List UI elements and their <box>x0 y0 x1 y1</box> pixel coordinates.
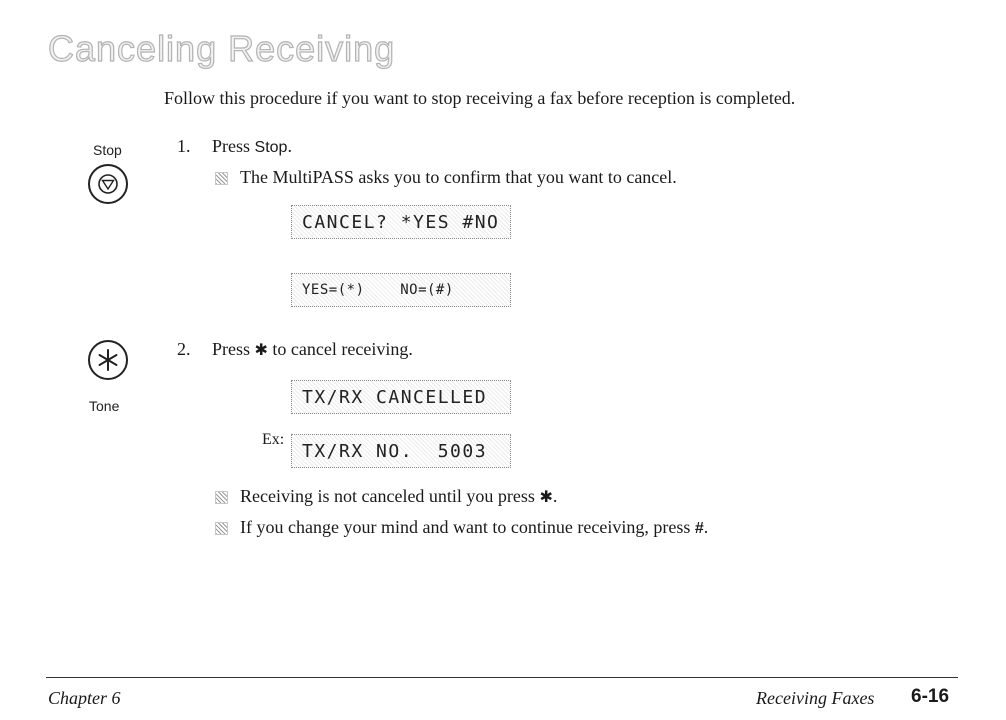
step-1-number: 1. <box>177 136 191 156</box>
tone-key-label: Tone <box>89 398 120 414</box>
tone-key-icon <box>88 340 128 380</box>
intro-text: Follow this procedure if you want to stop receiving a fax before reception is completed. <box>164 88 796 108</box>
note-bullet-icon <box>215 172 228 185</box>
step-1-text <box>212 136 292 157</box>
stop-key-icon <box>88 164 128 204</box>
note-bullet-icon <box>215 522 228 535</box>
footer-section: Receiving Faxes <box>756 688 875 708</box>
stop-key-label: Stop <box>93 142 122 158</box>
stop-symbol-icon <box>90 166 126 202</box>
note-bullet-icon <box>215 491 228 504</box>
step-2-text <box>212 339 413 360</box>
note-1-suffix: . <box>552 486 558 506</box>
lcd-display-cancelled: TX/RX CANCELLED <box>291 380 511 414</box>
note-2-suffix: . <box>703 517 709 537</box>
page-number: 6-16 <box>911 686 950 707</box>
footer-divider <box>46 677 958 678</box>
asterisk-icon <box>90 342 126 378</box>
lcd-display-cancel: CANCEL? *YES #NO <box>291 205 511 239</box>
step-2-prefix: Press <box>212 339 255 359</box>
step-2-number: 2. <box>177 339 191 359</box>
hash-key-ref: # <box>694 520 704 537</box>
note-2-prefix: If you change your mind and want to continue receiving, press <box>240 517 695 537</box>
asterisk-key-ref: ✱ <box>254 342 268 359</box>
step-1-note: The MultiPASS asks you to confirm that you want to cancel. <box>240 167 677 187</box>
lcd-display-example: TX/RX NO. 5003 <box>291 434 511 468</box>
step-2-note-1 <box>240 486 557 507</box>
lcd-display-yes-no: YES=(*) NO=(#) <box>291 273 511 307</box>
step-2-suffix: to cancel receiving. <box>267 339 413 359</box>
page-title: Canceling Receiving <box>48 28 396 69</box>
example-label: Ex: <box>262 431 285 448</box>
footer-chapter: Chapter 6 <box>48 688 121 708</box>
note-1-prefix: Receiving is not canceled until you press <box>240 486 540 506</box>
step-2-note-2 <box>240 517 708 538</box>
stop-key-ref: Stop <box>254 139 288 156</box>
asterisk-key-ref: ✱ <box>539 489 553 506</box>
step-1-prefix: Press <box>212 136 255 156</box>
step-1-suffix: . <box>287 136 292 156</box>
